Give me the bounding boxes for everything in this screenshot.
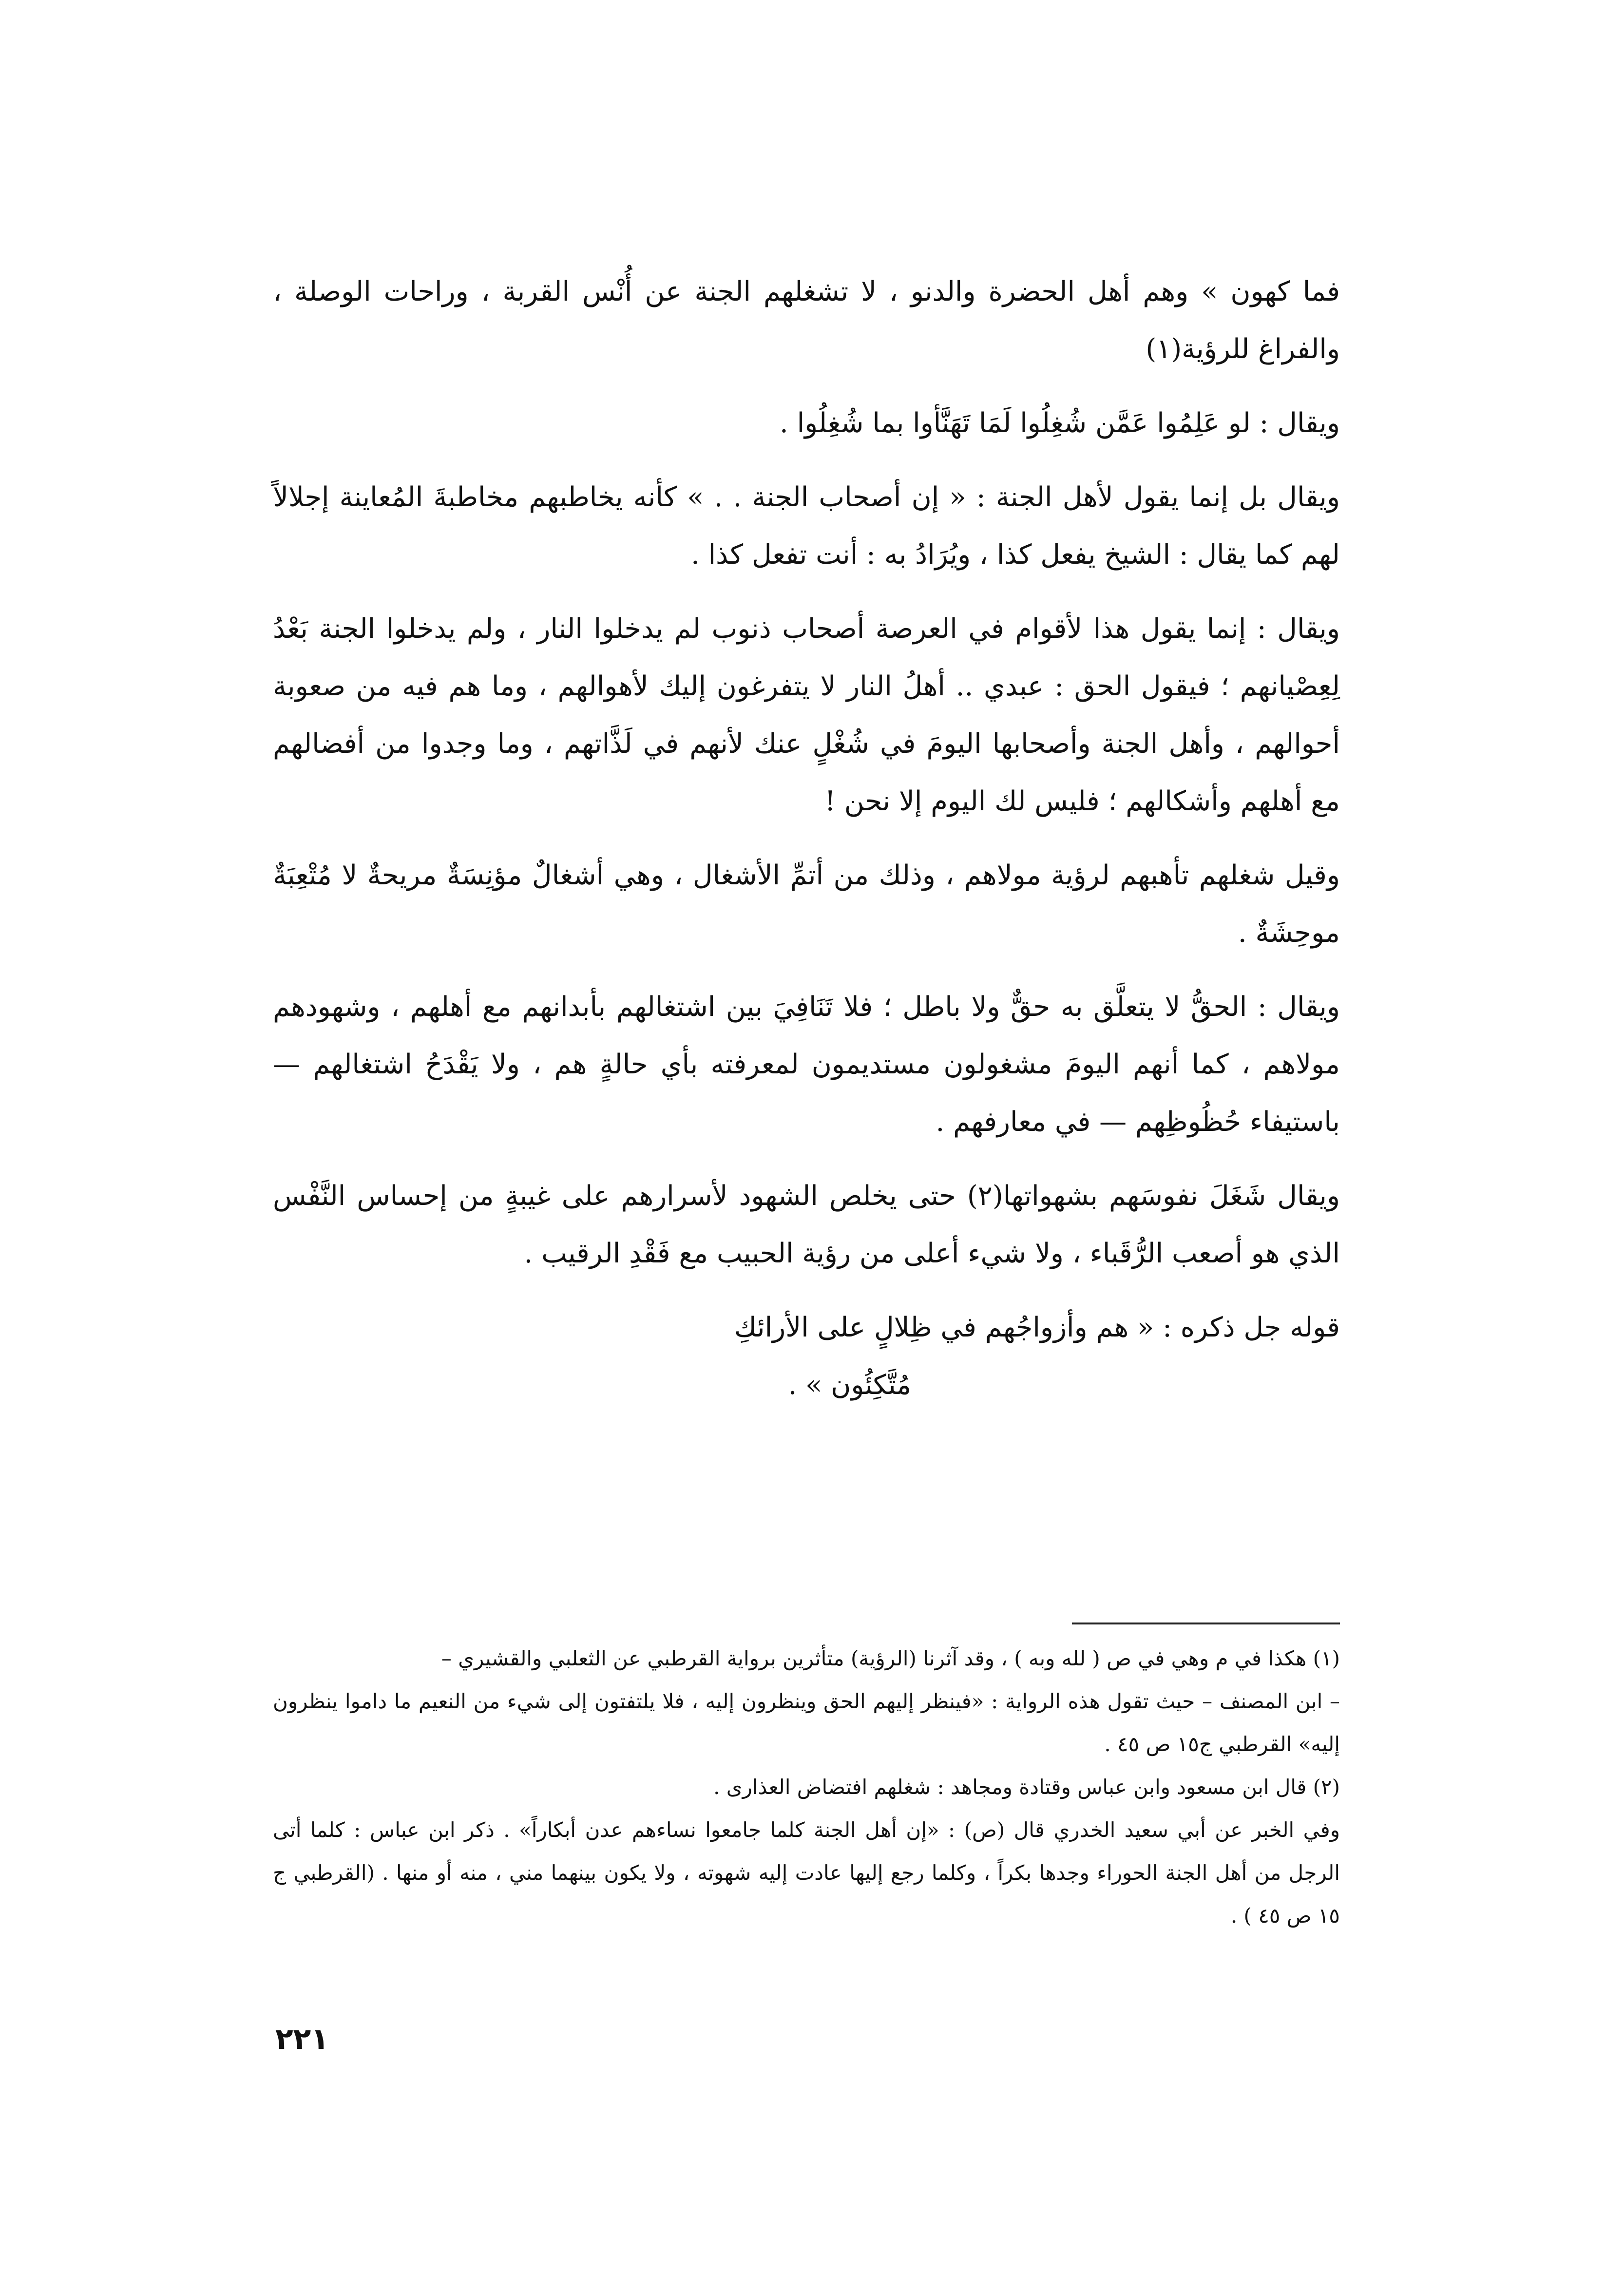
verse-line-2: مُتَّكِئُون » .: [788, 1369, 911, 1401]
paragraph-4: ويقال : إنما يقول هذا لأقوام في العرصة أصحاب ذنوب لم يدخلوا النار ، ولم يدخلوا الجنة بَعْدُ لِعِصْيانهم ؛ فيقول الحق : عبدي .. أهلُ النار لا يتفرغون إليك لأهوالهم ، وما هم فيه من صعوبة أحوالهم ، وأهل الجنة وأصحابها اليومَ في شُغْلٍ عنك لأنهم في لَذَّاتهم ، وما وجدوا من أفضالهم مع أهلهم وأشكالهم ؛ فليس لك اليوم إلا نحن !: [273, 613, 1340, 817]
paragraph-7: ويقال شَغَلَ نفوسَهم بشهواتها(٢) حتى يخلص الشهود لأسرارهم على غيبةٍ من إحساس النَّفْس الذي هو أصعب الرُّقَباء ، ولا شيء أعلى من رؤية الحبيب مع فَقْدِ الرقيب .: [273, 1180, 1340, 1269]
paragraph-5: وقيل شغلهم تأهبهم لرؤية مولاهم ، وذلك من أتمِّ الأشغال ، وهي أشغالٌ مؤنِسَةٌ مريحةٌ لا مُتْعِبَةٌ موحِشَةٌ .: [273, 859, 1340, 949]
footnotes-block: [273, 1637, 1340, 1937]
paragraph-6: ويقال : الحقُّ لا يتعلَّق به حقٌّ ولا باطل ؛ فلا تَنَافِيَ بين اشتغالهم بأبدانهم مع أهلهم ، وشهودهم مولاهم ، كما أنهم اليومَ مشغولون مستديمون لمعرفته بأي حالةٍ هم ، ولا يَقْدَحُ اشتغالهم — باستيفاء حُظُوظِهم — في معارفهم .: [273, 991, 1340, 1138]
footnote-2: (٢) قال ابن مسعود وابن عباس وقتادة ومجاهد : شغلهم افتضاض العذارى .: [713, 1775, 1340, 1799]
page-number: ٢٢١: [275, 2022, 329, 2056]
footnote-1a: (١) هكذا في م وهي في ص ( لله وبه ) ، وقد آثرنا (الرؤية) متأثرين برواية القرطبي عن الثعلبي والقشيري –: [441, 1646, 1340, 1670]
main-text-block: [273, 263, 1340, 1414]
paragraph-2: ويقال : لو عَلِمُوا عَمَّن شُغِلُوا لَمَا تَهَنَّأوا بما شُغِلُوا .: [779, 407, 1340, 439]
paragraph-3: ويقال بل إنما يقول لأهل الجنة : « إن أصحاب الجنة . . » كأنه يخاطبهم مخاطبةَ المُعاينة إجلالاً لهم كما يقال : الشيخ يفعل كذا ، ويُرَادُ به : أنت تفعل كذا .: [273, 481, 1340, 571]
footnote-3: وفي الخبر عن أبي سعيد الخدري قال (ص) : «إن أهل الجنة كلما جامعوا نساءهم عدن أبكاراً» . ذكر ابن عباس : كلما أتى الرجل من أهل الجنة الحوراء وجدها بكراً ، وكلما رجع إليها عادت إليه شهوته ، ولا يكون بينهما مني ، منه أو منها . (القرطبي ج ١٥ ص ٤٥ ) .: [273, 1818, 1340, 1928]
verse-line-1: قوله جل ذكره : « هم وأزواجُهم في ظِلالٍ على الأرائكِ: [734, 1312, 1340, 1343]
paragraph-1: فما كهون » وهم أهل الحضرة والدنو ، لا تشغلهم الجنة عن أُنْس القربة ، وراحات الوصلة ، والفراغ للرؤية(١): [273, 276, 1340, 365]
footnote-separator: [1072, 1623, 1340, 1624]
footnote-1b: – ابن المصنف – حيث تقول هذه الرواية : «فينظر إليهم الحق وينظرون إليه ، فلا يلتفتون إلى شيء من النعيم ما داموا ينظرون إليه» القرطبي ج١٥ ص ٤٥ .: [273, 1689, 1340, 1756]
